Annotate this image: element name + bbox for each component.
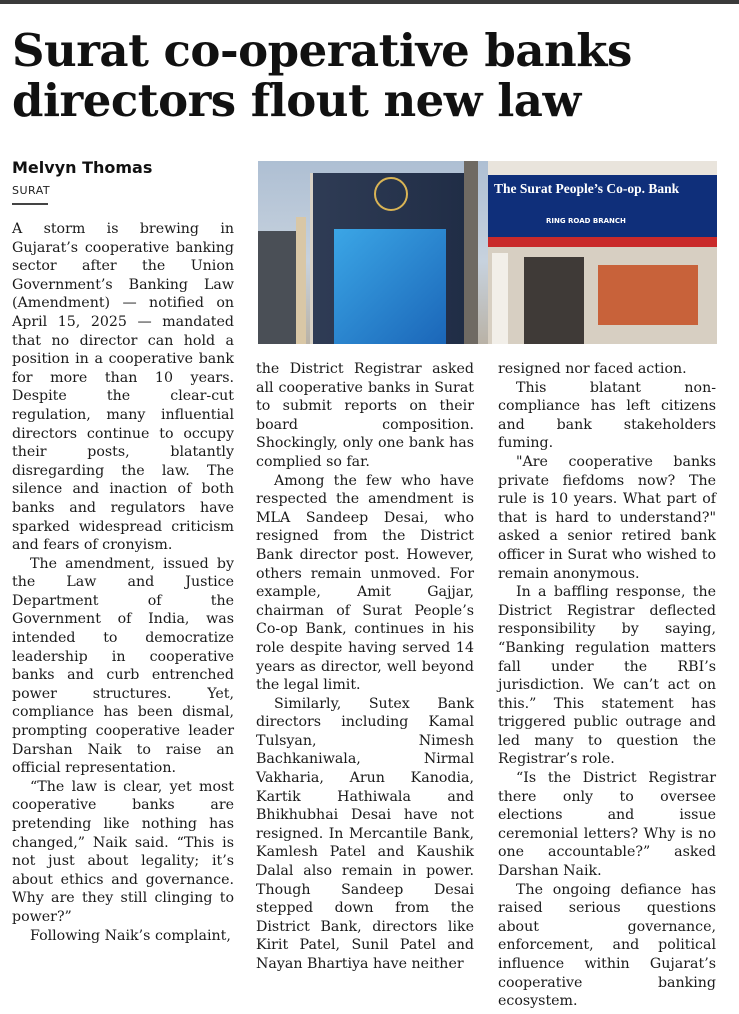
- bank-emblem: [374, 177, 408, 211]
- district-bank-building: [258, 161, 488, 344]
- signboard-title: The Surat People’s Co-op. Bank: [494, 181, 680, 196]
- paragraph: Among the few who have respected the amendment is MLA Sandeep Desai, who resigned from the District Bank director post. However, others remain unmoved. For example, Amit Gajjar, chairman of Surat People’s Co-op Bank, continues in his role despite having served 14 years as director, well beyond the legal limit.: [256, 472, 474, 694]
- paragraph: “The law is clear, yet most cooperative banks are pretending like nothing has changed,” Naik said. “This is not just about legality; it’s about ethics and governance. Why are they still clinging to power?”: [12, 778, 234, 925]
- paragraph: This blatant non-compliance has left citizens and bank stakeholders fuming.: [498, 379, 716, 452]
- paragraph: A storm is brewing in Gujarat’s cooperative banking sector after the Union Government’s Banking Law (Amendment) — notified on April 15, 2025 — mandated that no director can hold a position in a cooperative bank for more than 10 years. Despite the clear-cut regulation, many influential directors continue to occupy their posts, blatantly disregarding the law. The silence and inaction of both banks and regulators have sparked widespread criticism and fears of cronyism.: [12, 221, 234, 554]
- peoples-bank-storefront: [488, 161, 717, 344]
- top-rule: [0, 0, 739, 4]
- signboard-subtitle: RING ROAD BRANCH: [546, 217, 626, 225]
- paragraph: In a baffling response, the District Registrar deflected responsibility by saying, “Banking regulation matters fall under the RBI’s jurisdiction. We can’t act on this.” This statement has triggered public outrage and led many to question the Registrar’s role.: [498, 584, 716, 768]
- headline: [12, 26, 732, 126]
- paragraph-cont: the District Registrar asked all cooperative banks in Surat to submit reports on their board composition. Shockingly, only one bank has complied so far.: [256, 361, 474, 470]
- byline: Melvyn Thomas: [12, 158, 153, 177]
- dateline: SURAT: [12, 184, 51, 197]
- article-column-3: [498, 360, 716, 1011]
- paragraph: "Are cooperative banks private fiefdoms now? The rule is 10 years. What part of that is hard to understand?" asked a senior retired bank officer in Surat who wished to remain anonymous.: [498, 453, 716, 582]
- headline-line-1: Surat co-operative banks: [12, 24, 632, 77]
- paragraph-cont: resigned nor faced action.: [498, 361, 687, 377]
- paragraph-start: Similarly, Sutex Bank directors including Kamal Tulsyan, Nimesh Bachkaniwala, Nirmal Vakharia, Arun Kanodia, Kartik Hathiwala and Bhikhubhai Desai have not resigned. In Mercantile Bank, Kamlesh Patel and Kaushik Dalal also remain in power. Though Sandeep Desai stepped down from the District Bank, directors like Kirit Patel, Sunil Patel and Nayan Bhartiya have neither: [256, 695, 474, 972]
- paragraph: The amendment, issued by the Law and Justice Department of the Government of India, was intended to democratize leadership in cooperative banks and curb entrenched power structures. Yet, compliance has been dismal, prompting cooperative leader Darshan Naik to raise an official representation.: [12, 555, 234, 777]
- dateline-rule: [12, 203, 48, 205]
- paragraph-start: Following Naik’s complaint,: [30, 927, 231, 944]
- article-column-1: [12, 220, 234, 945]
- article-column-2: [256, 360, 474, 974]
- paragraph: “Is the District Registrar there only to oversee elections and issue ceremonial letters? Why is no one accountable?” asked Darshan Naik.: [498, 770, 716, 880]
- bank-signboard: [488, 175, 717, 237]
- paragraph: The ongoing defiance has raised serious questions about governance, enforcement, and political influence within Gujarat’s cooperative banking ecosystem.: [498, 881, 716, 1010]
- headline-line-2: directors flout new law: [12, 74, 581, 127]
- bank-photo: [258, 161, 717, 344]
